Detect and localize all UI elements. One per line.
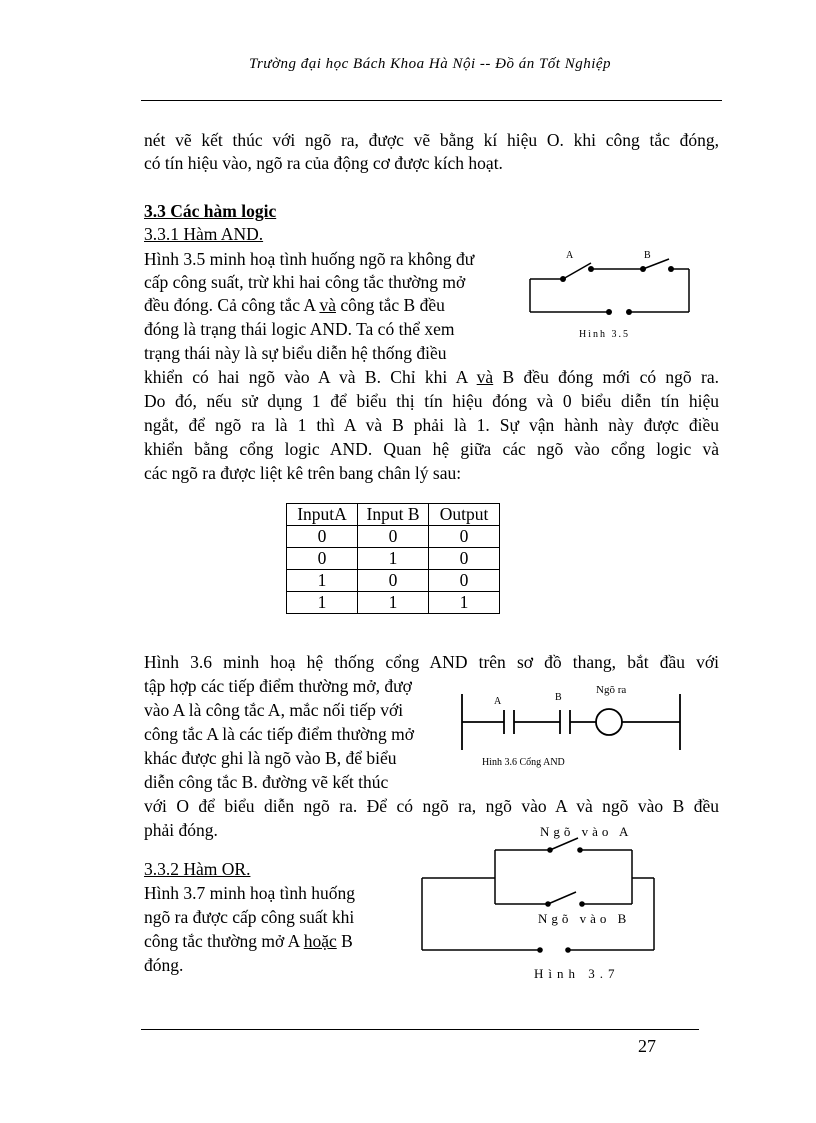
switch-a-blade <box>550 838 578 850</box>
text-span: B <box>336 931 353 951</box>
column-header: Input B <box>358 504 429 526</box>
fig36-para-line: phải đóng. <box>144 820 218 840</box>
text-span: khiển có hai ngõ vào A và B. Chỉ khi A <box>144 367 477 387</box>
intro-line: nét vẽ kết thúc với ngõ ra, được vẽ bằng kí hiệu O. khi công tắc đóng, <box>144 130 719 150</box>
figure-3-7-parallel-switch-diagram <box>400 820 660 990</box>
contact-dot <box>545 901 551 907</box>
figure-3-6-and-ladder-diagram <box>452 680 692 775</box>
and-para-line <box>144 294 445 317</box>
and-para-line: Hình 3.5 minh hoạ tình huống ngõ ra không đư <box>144 249 475 269</box>
table-cell: 1 <box>358 548 429 570</box>
input-b-label: Ngõ vào B <box>538 911 631 926</box>
text-span: công tắc B đều <box>335 295 445 315</box>
and-para-line: đóng là trạng thái logic AND. Ta có thể xem <box>144 319 455 339</box>
switch-a-label: A <box>566 250 574 261</box>
table-cell: 0 <box>429 570 500 592</box>
figure-caption: Hình 3.5 <box>579 329 630 340</box>
contact-dot <box>565 947 571 953</box>
contact-dot <box>537 947 543 953</box>
output-coil <box>596 709 622 735</box>
contact-dot <box>547 847 553 853</box>
contact-a-label: A <box>494 696 502 707</box>
or-para-line <box>144 930 353 953</box>
table-cell: 0 <box>358 526 429 548</box>
truth-table <box>286 503 500 614</box>
figure-caption: Hình 3.6 Cổng AND <box>482 757 565 768</box>
table-cell: 1 <box>287 592 358 614</box>
contact-dot <box>588 266 594 272</box>
input-a-label: Ngõ vào A <box>540 824 633 839</box>
table-row <box>287 570 500 592</box>
and-para-line: ngắt, để ngõ ra là 1 thì A và B phải là 1. Sự vận hành này được điều <box>144 415 719 435</box>
column-header: InputA <box>287 504 358 526</box>
and-para-line: trạng thái này là sự biểu diễn hệ thống điều <box>144 343 447 363</box>
subsection-and-title: 3.3.1 Hàm AND. <box>144 224 264 244</box>
and-para-line: Do đó, nếu sử dụng 1 để biểu thị tín hiệu đóng và 0 biểu diễn tín hiệu <box>144 391 719 411</box>
fig36-para-line: với O để biểu diễn ngõ ra. Để có ngõ ra, ngõ vào A và ngõ vào B đều <box>144 796 719 816</box>
table-cell: 1 <box>358 592 429 614</box>
text-span: công tắc thường mở A <box>144 931 304 951</box>
underlined-word: và <box>319 295 336 315</box>
or-para-line: đóng. <box>144 955 184 975</box>
contact-dot <box>577 847 583 853</box>
contact-dot <box>560 276 566 282</box>
contact-b-label: B <box>555 692 562 703</box>
text-span: đều đóng. Cả công tắc A <box>144 295 320 315</box>
table-row <box>287 548 500 570</box>
table-header-row <box>287 504 500 526</box>
table-row <box>287 526 500 548</box>
and-para-line: khiển bằng cổng logic AND. Quan hệ giữa các ngõ vào cổng logic và <box>144 439 719 459</box>
figure-caption: Hình 3.7 <box>534 966 620 981</box>
figure-3-5-series-switch-diagram <box>525 245 700 345</box>
running-header: Trường đại học Bách Khoa Hà Nội -- Đồ án Tốt Nghiệp <box>248 56 612 72</box>
contact-dot <box>626 309 632 315</box>
switch-b-blade <box>548 892 576 904</box>
and-para-line <box>144 366 719 389</box>
table-cell: 0 <box>287 526 358 548</box>
fig36-para-line: Hình 3.6 minh hoạ hệ thống cổng AND trên sơ đồ thang, bắt đầu với <box>144 652 719 672</box>
fig36-para-line: công tắc A là các tiếp điểm thường mở <box>144 724 415 744</box>
or-para-line: Hình 3.7 minh hoạ tình huống <box>144 883 355 903</box>
footer-rule <box>141 1029 699 1030</box>
table-cell: 1 <box>429 592 500 614</box>
page-number: 27 <box>638 1036 656 1056</box>
table-cell: 1 <box>287 570 358 592</box>
contact-dot <box>606 309 612 315</box>
fig36-para-line: khác được ghi là ngõ vào B, để biểu <box>144 748 397 768</box>
underlined-word: và <box>476 367 494 387</box>
column-header: Output <box>429 504 500 526</box>
and-para-line: cấp công suất, trừ khi hai công tắc thường mở <box>144 272 466 292</box>
switch-a-blade <box>563 263 591 279</box>
underlined-word: hoặc <box>303 931 337 951</box>
fig36-para-line: tập hợp các tiếp điểm thường mở, đượ <box>144 676 412 696</box>
subsection-or-title: 3.3.2 Hàm OR. <box>144 859 251 879</box>
contact-dot <box>668 266 674 272</box>
intro-line: có tín hiệu vào, ngõ ra của động cơ được kích hoạt. <box>144 153 503 173</box>
output-label: Ngõ ra <box>596 684 627 696</box>
section-title: 3.3 Các hàm logic <box>144 201 277 221</box>
text-span: B đều đóng mới có ngõ ra. <box>493 367 719 387</box>
fig36-para-line: diễn công tắc B. đường vẽ kết thúc <box>144 772 389 792</box>
table-cell: 0 <box>429 548 500 570</box>
table-cell: 0 <box>287 548 358 570</box>
and-para-line: các ngõ ra được liệt kê trên bang chân lý sau: <box>144 463 462 483</box>
table-row <box>287 592 500 614</box>
fig36-para-line: vào A là công tắc A, mắc nối tiếp với <box>144 700 404 720</box>
contact-dot <box>640 266 646 272</box>
contact-dot <box>579 901 585 907</box>
or-para-line: ngõ ra được cấp công suất khi <box>144 907 355 927</box>
header-rule <box>141 100 722 101</box>
table-cell: 0 <box>429 526 500 548</box>
switch-b-label: B <box>644 250 651 261</box>
table-cell: 0 <box>358 570 429 592</box>
